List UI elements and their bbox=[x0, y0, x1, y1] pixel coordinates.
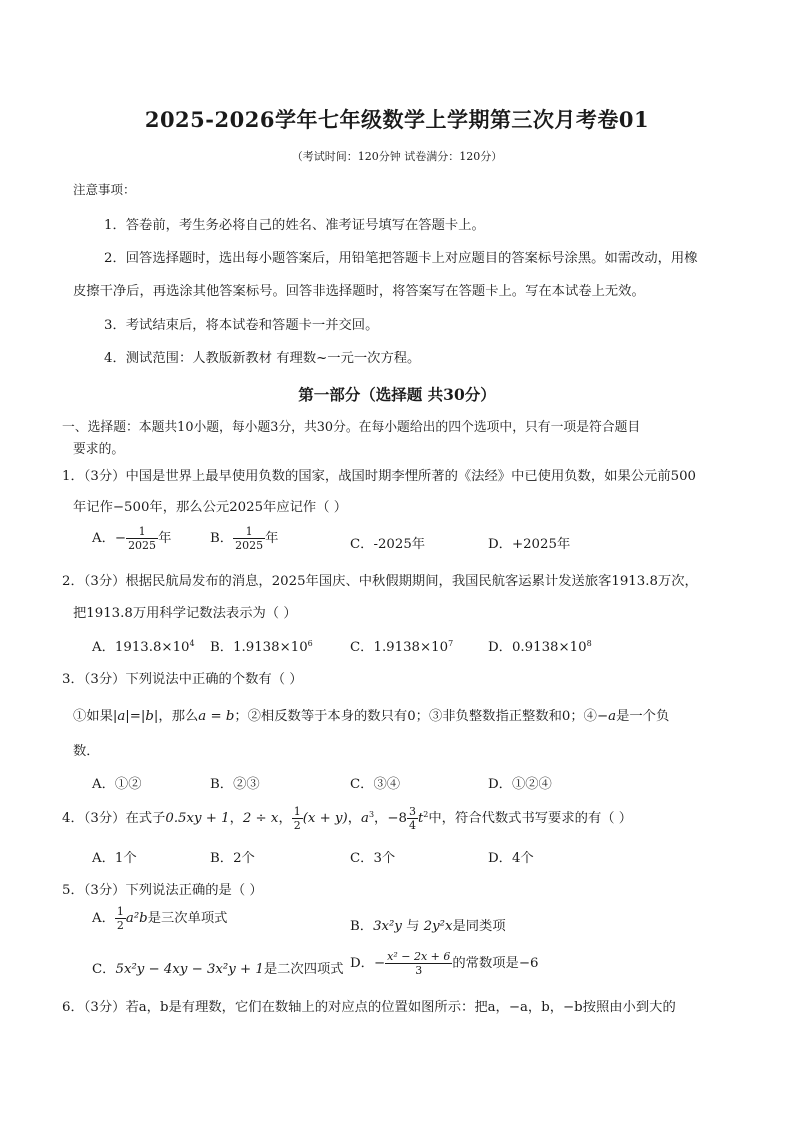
q4-option-b: B．2个 bbox=[210, 851, 255, 866]
q5-option-b: B．3x²y 与 2y²x是同类项 bbox=[350, 919, 506, 934]
q3-option-b: B．②③ bbox=[210, 777, 260, 792]
q1-line-1: 1．（3分）中国是世界上最早使用负数的国家，战国时期李悝所著的《法经》中已使用负数，如果公元前500 bbox=[62, 469, 697, 484]
q4-option-c: C．3个 bbox=[350, 851, 396, 866]
q1-option-b: B． $\frac{1}{2025}$ 年 bbox=[210, 525, 279, 552]
q3-option-d: D．①②④ bbox=[488, 777, 552, 792]
exam-title: 2025-2026学年七年级数学上学期第三次月考卷01 bbox=[144, 107, 650, 132]
q1-line-2: 年记作−500年，那么公元2025年应记作（ ） bbox=[73, 500, 348, 515]
q2-line-1: 2．（3分）根据民航局发布的消息，2025年国庆、中秋假期期间，我国民航客运累计发送旅客1913.8万次， bbox=[62, 574, 698, 589]
q2-option-c: C．$1.9138\times 10^7$ bbox=[350, 639, 454, 655]
notice-item-2-line-1: 2．回答选择题时，选出每小题答案后，用铅笔把答题卡上对应题目的答案标号涂黑。如需改动，用橡 bbox=[104, 251, 698, 266]
q3-option-a: A．①② bbox=[92, 777, 142, 792]
q5-line-1: 5．（3分）下列说法正确的是（ ） bbox=[62, 883, 263, 898]
q5-option-c: C．5x²y − 4xy − 3x²y + 1是二次四项式 bbox=[92, 962, 344, 977]
q4-stem: 4．（3分）在式子0.5xy + 1，2 ÷ x， $\frac{1}{2}$ (x + y)，$a^3$，−8 $\frac{3}{4}$ $t^2$中，符合代数式书写要求的有（ ） bbox=[62, 805, 633, 832]
notice-item-3: 3．考试结束后，将本试卷和答题卡一并交回。 bbox=[104, 318, 379, 333]
q1-option-d: D．+2025年 bbox=[488, 537, 571, 552]
q6-line-1: 6．（3分）若a，b是有理数，它们在数轴上的对应点的位置如图所示：把a，−a，b，−b按照由小到大的 bbox=[62, 1000, 676, 1015]
q3-option-c: C．③④ bbox=[350, 777, 401, 792]
q4-option-d: D．4个 bbox=[488, 851, 534, 866]
notice-item-1: 1．答卷前，考生务必将自己的姓名、准考证号填写在答题卡上。 bbox=[104, 218, 485, 233]
q3-statements: ①如果|a|=|b|，那么a = b；②相反数等于本身的数只有0；③非负整数指正整数和0；④−a是一个负 bbox=[73, 709, 670, 724]
q4-option-a: A．1个 bbox=[92, 851, 137, 866]
q3-line-1: 3．（3分）下列说法中正确的个数有（ ） bbox=[62, 672, 303, 687]
notice-heading: 注意事项： bbox=[73, 182, 136, 197]
q2-option-d: D．$0.9138\times 10^8$ bbox=[488, 639, 592, 655]
exam-subtitle: （考试时间：120分钟 试卷满分：120分） bbox=[291, 150, 503, 163]
section-instruction-line-1: 一、选择题：本题共10小题，每小题3分，共30分。在每小题给出的四个选项中，只有一项是符合题目 bbox=[62, 420, 641, 435]
q3-line-3: 数． bbox=[73, 744, 100, 759]
q5-option-a: A． $\frac{1}{2}$ a²b是三次单项式 bbox=[92, 905, 228, 932]
q1-option-c: C．-2025年 bbox=[350, 537, 426, 552]
q2-option-b: B．$1.9138\times 10^6$ bbox=[210, 639, 313, 655]
q1-option-a: A．− $\frac{1}{2025}$ 年 bbox=[92, 525, 172, 552]
section-title: 第一部分（选择题 共30分） bbox=[298, 385, 496, 404]
q5-option-d: D．− $\frac{\text{x² − 2x + 6}}{3}$ 的常数项是−6 bbox=[350, 950, 539, 977]
section-instruction-line-2: 要求的。 bbox=[73, 442, 125, 457]
notice-item-2-line-2: 皮擦干净后，再选涂其他答案标号。回答非选择题时，将答案写在答题卡上。写在本试卷上无效。 bbox=[73, 284, 645, 299]
notice-item-4: 4．测试范围：人教版新教材 有理数~一元一次方程。 bbox=[104, 351, 421, 366]
q2-line-2: 把1913.8万用科学记数法表示为（ ） bbox=[73, 606, 297, 621]
q2-option-a: A．$1913.8\times 10^4$ bbox=[92, 639, 195, 655]
